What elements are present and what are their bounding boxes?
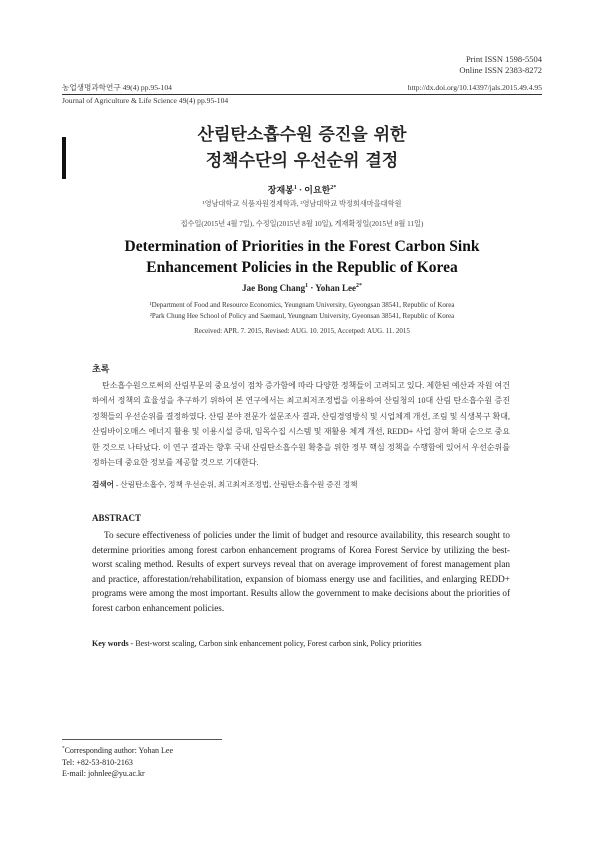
journal-name-en: Journal of Agriculture & Life Science 49(4) pp.95-104 [62,96,229,105]
title-korean-line-1: 산림탄소흡수원 증진을 위한 [197,125,407,145]
doi-link[interactable]: http://dx.doi.org/10.14397/jals.2015.49.4.95 [407,83,542,92]
dates-english: Received: APR. 7. 2015, Revised: AUG. 10. 2015, Accetped: AUG. 11. 2015 [194,327,410,335]
header-rule [62,94,542,95]
author-1-ko-sup: 1 [293,185,297,191]
title-korean [62,122,542,174]
corresponding-author-text: Corresponding author: Yohan Lee [64,746,174,755]
abstract-english-body: To secure effectiveness of policies under the limit of budget and resource availability, this research sought to determine priorities among forest carbon enhancement programs of Korea Forest Service by utilizing the best-worst scaling method. Results of expert surveys reveal that on average improvement of forest management plan and practice, afforestation/rehabilitation, expansion of biomass energy use and facilities, and enlarging REDD+ programs were among the most important. Results allow the government to make decisions about the priorities of forest carbon enhancement policies. [92,530,510,613]
email[interactable]: E-mail: johnlee@yu.ac.kr [62,769,145,779]
keywords-korean-list: - 산림탄소흡수, 정책 우선순위, 최고최저조정법, 산림탄소흡수원 증진 정책 [115,480,358,489]
print-issn: Print ISSN 1598-5504 [465,54,542,64]
keywords-korean [92,479,510,490]
author-2-ko-sup: 2* [330,185,337,191]
author-2-en-sup: 2* [356,283,362,289]
author-separator-ko: · [296,185,305,195]
author-2-en: Yohan Lee [315,283,357,293]
author-separator-en: · [308,283,316,293]
keywords-english-list: - Best-worst scaling, Carbon sink enhancement policy, Forest carbon sink, Policy priorities [130,639,422,648]
abstract-korean-heading: 초록 [92,365,110,375]
author-1-ko: 장재봉 [267,185,294,195]
issn-block [459,54,542,76]
authors-english [62,283,542,293]
journal-name-ko: 농업생명과학연구 49(4) pp.95-104 [62,83,172,92]
authors-korean [62,183,542,196]
keywords-english [92,639,510,648]
online-issn: Online ISSN 2383-8272 [459,65,542,75]
dates-korean: 접수일(2015년 4월 7일), 수정일(2015년 8월 10일), 게재확정일(2015년 8월 11일) [180,220,424,228]
abstract-english-heading: ABSTRACT [92,513,142,523]
affiliation-korean: ¹영남대학교 식품자원경제학과, ²영남대학교 박정희새마을대학원 [202,200,402,208]
title-english [62,236,542,278]
corresponding-author: *Corresponding author: Yohan Lee [62,745,174,755]
footnote [62,745,173,780]
telephone: Tel: +82-53-810-2163 [62,757,133,767]
title-english-line-2: Enhancement Policies in the Republic of Korea [146,259,458,276]
abstract-korean-body: 탄소흡수원으로써의 산림부문의 중요성이 점차 증가함에 따라 다양한 정책들이 고려되고 있다. 제한된 예산과 자원 여건 하에서 정책의 효율성을 추구하기 위하여 본 연구에서는 최고최저조정법을 이용하여 산림청의 10대 산림 탄소흡수원 증진 정책들의 우선순위를 결정하였다. 산림 분야 전문가 설문조사 결과, 산림경영방식 및 시업체계 개선, 조림 및 식생복구 확대, 산림바이오매스 에너지 활용 및 이용시설 증대, 임목수집 시스템 및 재활용 체계 개선, REDD+ 사업 참여 확대 순으로 중요한 것으로 나타났다. 이 연구 결과는 향후 국내 산림탄소흡수원 확충을 위한 정부 핵심 정책을 수행함에 있어서 우선순위를 정하는데 중요한 정보를 제공할 것으로 기대한다. [92,381,510,468]
journal-header [62,83,172,94]
affiliation-english [62,300,542,321]
footnote-rule [62,739,222,740]
author-2-ko: 이요한 [304,185,331,195]
title-korean-line-2: 정책수단의 우선순위 결정 [205,151,399,171]
author-1-en-sup: 1 [305,283,309,289]
title-english-line-1: Determination of Priorities in the Forest Carbon Sink [124,238,480,255]
affiliation-english-2: ²Park Chung Hee School of Policy and Saemaul, Yeungnam University, Gyeonsan 38541, Republic of Korea [149,311,455,320]
keywords-korean-label: 검색어 [92,480,115,489]
keywords-english-label: Key words [92,639,129,648]
affiliation-english-1: ¹Department of Food and Resource Economics, Yeungnam University, Gyeongsan 38541, Republic of Korea [149,301,455,309]
author-1-en: Jae Bong Chang [242,283,306,293]
